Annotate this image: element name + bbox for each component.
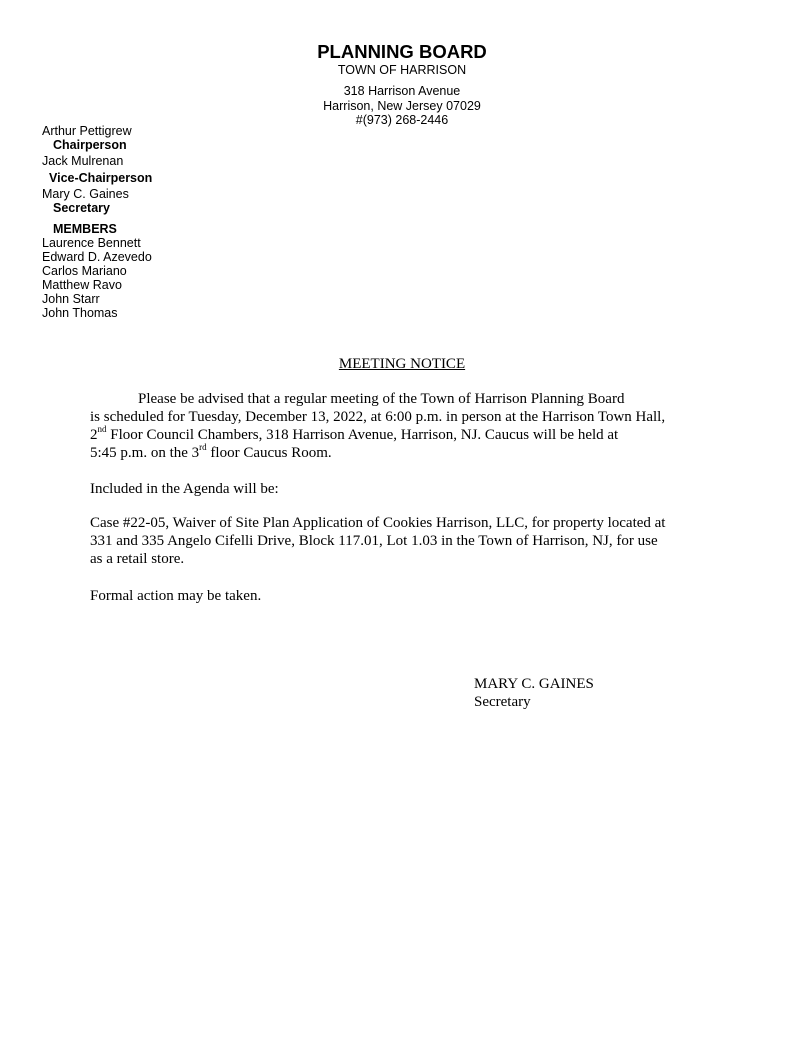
line-text: Floor Council Chambers, 318 Harrison Avenue, Harrison, NJ. Caucus will be held at — [106, 427, 619, 443]
line-text: floor Caucus Room. — [206, 445, 332, 461]
agenda-item-case — [90, 514, 730, 568]
paragraph-line: is scheduled for Tuesday, December 13, 2022, at 6:00 p.m. in person at the Harrison Town Hall, — [90, 409, 666, 425]
letterhead — [0, 41, 804, 128]
city-state-zip: Harrison, New Jersey 07029 — [323, 98, 481, 113]
member-name: Carlos Mariano — [42, 264, 127, 278]
paragraph-line — [90, 426, 730, 444]
member-name: John Thomas — [42, 306, 118, 320]
board-roster — [42, 124, 152, 320]
member-name: Matthew Ravo — [42, 278, 122, 292]
chair-name: Arthur Pettigrew — [42, 124, 132, 138]
line-text: 5:45 p.m. on the 3 — [90, 445, 200, 461]
member-name: Laurence Bennett — [42, 236, 141, 250]
vice-chair-role: Vice-Chairperson — [49, 171, 153, 185]
ordinal-suffix: nd — [97, 424, 107, 434]
ordinal-suffix: rd — [199, 442, 207, 452]
town-name: TOWN OF HARRISON — [337, 63, 467, 77]
floor-number: 2 — [90, 427, 98, 443]
vice-chair-name: Jack Mulrenan — [42, 154, 124, 168]
member-name: Edward D. Azevedo — [42, 250, 152, 264]
meeting-notice-title: MEETING NOTICE — [338, 356, 466, 372]
paragraph-line: Case #22-05, Waiver of Site Plan Application of Cookies Harrison, LLC, for property located at — [90, 515, 666, 531]
paragraph-line: as a retail store. — [90, 551, 185, 567]
secretary-name: Mary C. Gaines — [42, 187, 129, 201]
street-address: 318 Harrison Avenue — [343, 84, 461, 98]
signatory-name: MARY C. GAINES — [474, 676, 594, 692]
board-title: PLANNING BOARD — [317, 41, 487, 62]
paragraph-line — [90, 444, 730, 462]
agenda-intro: Included in the Agenda will be: — [90, 481, 279, 497]
formal-action-note: Formal action may be taken. — [90, 588, 262, 604]
signatory-title: Secretary — [474, 694, 531, 710]
secretary-role: Secretary — [53, 201, 110, 215]
paragraph-line: Please be advised that a regular meeting of the Town of Harrison Planning Board — [138, 391, 625, 407]
members-heading: MEMBERS — [53, 222, 117, 236]
paragraph-line: 331 and 335 Angelo Cifelli Drive, Block 117.01, Lot 1.03 in the Town of Harrison, NJ, for use — [90, 533, 658, 549]
chair-role: Chairperson — [53, 138, 127, 152]
notice-paragraph-meeting — [90, 390, 730, 462]
signature-block — [474, 675, 594, 711]
member-name: John Starr — [42, 292, 100, 306]
board-address — [0, 84, 804, 128]
phone-number: #(973) 268-2446 — [355, 113, 449, 127]
